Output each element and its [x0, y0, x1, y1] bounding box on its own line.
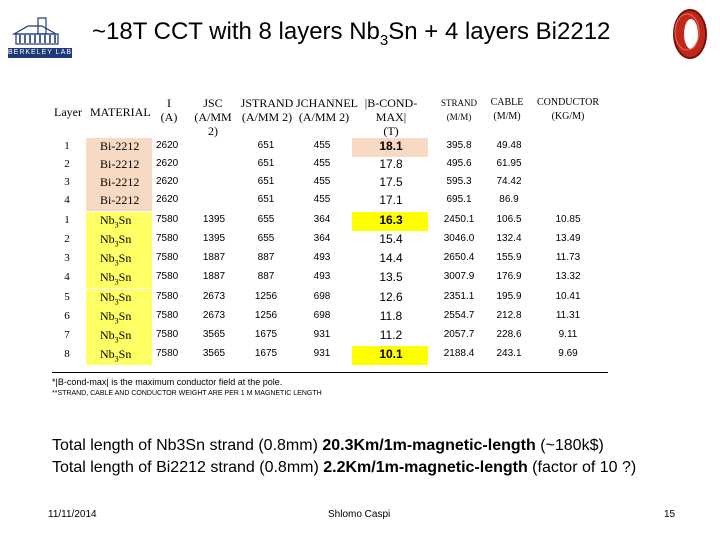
strand-cell: 2450.1 [443, 214, 475, 225]
footer-author: Shlomo Caspi [328, 509, 391, 520]
jstrand-cell: 887 [257, 252, 275, 263]
i-cell: 7580 [156, 310, 179, 321]
jsc-cell: 1887 [202, 252, 226, 263]
jstrand-cell: 651 [257, 158, 275, 169]
strand-cell: 395.8 [446, 140, 472, 151]
logo-text: BERKELEY LAB [8, 49, 73, 56]
layer-cell: 4 [64, 271, 70, 283]
cable-cell: 176.9 [496, 271, 522, 282]
table-divider [52, 372, 608, 373]
conductor-cell: 10.85 [555, 214, 581, 225]
cable-cell: 155.9 [496, 252, 522, 263]
material-cell: $Nb_3Sn$ [100, 328, 132, 345]
jchannel-cell: 493 [313, 271, 331, 282]
cable-cell: 74.42 [496, 176, 522, 187]
jsc-cell: 3565 [202, 329, 226, 340]
layer-cell: 3 [64, 252, 70, 264]
layer-cell: 2 [64, 158, 70, 170]
strand-cell: 2650.4 [443, 252, 475, 263]
i-cell: 2620 [156, 140, 179, 151]
cable-cell: 49.48 [496, 140, 522, 151]
cable-cell: 243.1 [496, 348, 522, 359]
material-cell: $Nb_3Sn$ [100, 270, 132, 287]
material-cell: $Nb_3Sn$ [100, 251, 132, 268]
layer-cell: 5 [64, 291, 70, 303]
header-strand: STRAND (M/M) [440, 98, 477, 122]
i-cell: 2620 [156, 158, 179, 169]
i-cell: 2620 [156, 176, 179, 187]
b-cell: 16.3 [379, 213, 403, 227]
material-cell: $Nb_3Sn$ [100, 347, 132, 364]
strand-cell: 2057.7 [443, 329, 475, 340]
jstrand-cell: 651 [257, 194, 275, 205]
b-cell: 15.4 [379, 232, 403, 246]
jstrand-cell: 1675 [254, 348, 278, 359]
b-cell: 17.5 [379, 175, 403, 189]
jsc-cell: 3565 [202, 348, 226, 359]
jchannel-cell: 455 [313, 194, 331, 205]
cable-cell: 195.9 [496, 291, 522, 302]
i-cell: 7580 [156, 233, 179, 244]
b-cell: 11.8 [379, 309, 403, 323]
cable-cell: 228.6 [496, 329, 522, 340]
i-cell: 7580 [156, 252, 179, 263]
b-cell: 12.6 [379, 290, 403, 304]
jsc-cell: 1887 [202, 271, 226, 282]
header-jchannel: JCHANNEL (A/MM 2) [296, 96, 358, 124]
conductor-cell: 9.69 [558, 348, 578, 359]
strand-cell: 2188.4 [443, 348, 475, 359]
material-cell: Bi-2212 [100, 193, 140, 207]
note-bmax: *|B-cond-max| is the maximum conductor field at the pole. [52, 377, 283, 387]
layer-cell: 1 [64, 140, 70, 152]
jchannel-cell: 455 [313, 158, 331, 169]
b-cell: 17.8 [379, 157, 403, 171]
i-cell: 7580 [156, 271, 179, 282]
berkeley-lab-logo [8, 8, 72, 60]
material-cell: Bi-2212 [100, 157, 140, 171]
strand-cell: 695.1 [446, 194, 472, 205]
header-bmax: |B-COND-MAX| (T) [364, 96, 418, 138]
conductor-cell: 11.31 [555, 310, 581, 321]
b-cell: 18.1 [379, 139, 403, 153]
cct-coil-image [664, 6, 716, 62]
cable-cell: 212.8 [496, 310, 522, 321]
jstrand-cell: 1256 [254, 310, 278, 321]
layer-cell: 7 [64, 329, 70, 341]
strand-cell: 2351.1 [443, 291, 475, 302]
b-cell: 17.1 [379, 193, 403, 207]
header-conductor: CONDUCTOR (KG/M) [536, 97, 600, 122]
summary-bi2212: Total length of Bi2212 strand (0.8mm) 2.2Km/1m-magnetic-length (factor of 10 ?) [52, 459, 637, 476]
material-cell: $Nb_3Sn$ [100, 290, 132, 307]
layer-cell: 3 [64, 176, 70, 188]
footer-page: 15 [664, 509, 676, 520]
material-cell: Bi-2212 [100, 175, 140, 189]
material-cell: $Nb_3Sn$ [100, 213, 132, 230]
header-jstrand: JSTRAND (A/MM 2) [240, 96, 294, 124]
jstrand-cell: 655 [257, 214, 275, 225]
cable-cell: 61.95 [496, 158, 522, 169]
jchannel-cell: 364 [313, 214, 331, 225]
summary-nb3sn: Total length of Nb3Sn strand (0.8mm) 20.3Km/1m-magnetic-length (~180k$) [52, 437, 604, 454]
jstrand-cell: 651 [257, 140, 275, 151]
i-cell: 7580 [156, 291, 179, 302]
jchannel-cell: 455 [313, 176, 331, 187]
conductor-cell: 11.73 [555, 252, 581, 263]
i-cell: 7580 [156, 329, 179, 340]
strand-cell: 3007.9 [443, 271, 475, 282]
conductor-cell: 9.11 [558, 329, 578, 340]
page-title: ~18T CCT with 8 layers $Nb_3Sn + 4$ layers Bi2212 [92, 18, 611, 49]
cable-cell: 132.4 [496, 233, 522, 244]
jchannel-cell: 931 [313, 348, 331, 359]
layer-cell: 6 [64, 310, 70, 322]
i-cell: 7580 [156, 214, 179, 225]
strand-cell: 3046.0 [443, 233, 475, 244]
material-cell: $Nb_3Sn$ [100, 232, 132, 249]
conductor-cell: 10.41 [555, 291, 581, 302]
jchannel-cell: 364 [313, 233, 331, 244]
jchannel-cell: 698 [313, 291, 331, 302]
jsc-cell: 2673 [202, 291, 226, 302]
jstrand-cell: 651 [257, 176, 275, 187]
layer-cell: 4 [64, 194, 70, 206]
strand-cell: 595.3 [446, 176, 472, 187]
header-layer: Layer [54, 105, 82, 119]
jstrand-cell: 1675 [254, 329, 278, 340]
jchannel-cell: 455 [313, 140, 331, 151]
header-current: I (A) [160, 96, 178, 124]
b-cell: 10.1 [379, 347, 403, 361]
header-material: MATERIAL [90, 105, 151, 119]
layer-cell: 8 [64, 348, 70, 360]
b-cell: 13.5 [379, 270, 403, 284]
jchannel-cell: 698 [313, 310, 331, 321]
jchannel-cell: 931 [313, 329, 331, 340]
header-cable: CABLE (M/M) [490, 97, 524, 122]
material-cell: Bi-2212 [100, 139, 140, 153]
header-jsc: JSC (A/MM 2) [194, 96, 232, 138]
cable-cell: 86.9 [499, 194, 519, 205]
i-cell: 2620 [156, 194, 179, 205]
jstrand-cell: 655 [257, 233, 275, 244]
material-cell: $Nb_3Sn$ [100, 309, 132, 326]
cable-cell: 106.5 [496, 214, 522, 225]
b-cell: 11.2 [379, 328, 403, 342]
jsc-cell: 1395 [202, 214, 226, 225]
jchannel-cell: 493 [313, 252, 331, 263]
jsc-cell: 2673 [202, 310, 226, 321]
jstrand-cell: 1256 [254, 291, 278, 302]
b-cell: 14.4 [379, 251, 403, 265]
conductor-cell: 13.32 [555, 271, 581, 282]
footer-date: 11/11/2014 [48, 509, 97, 520]
jstrand-cell: 887 [257, 271, 275, 282]
layer-cell: 1 [64, 214, 70, 226]
layer-cell: 2 [64, 233, 70, 245]
jsc-cell: 1395 [202, 233, 226, 244]
conductor-cell: 13.49 [555, 233, 581, 244]
note-weight: **STRAND, CABLE AND CONDUCTOR WEIGHT ARE PER 1 M MAGNETIC LENGTH [52, 390, 322, 397]
strand-cell: 495.6 [446, 158, 472, 169]
strand-cell: 2554.7 [443, 310, 475, 321]
i-cell: 7580 [156, 348, 179, 359]
